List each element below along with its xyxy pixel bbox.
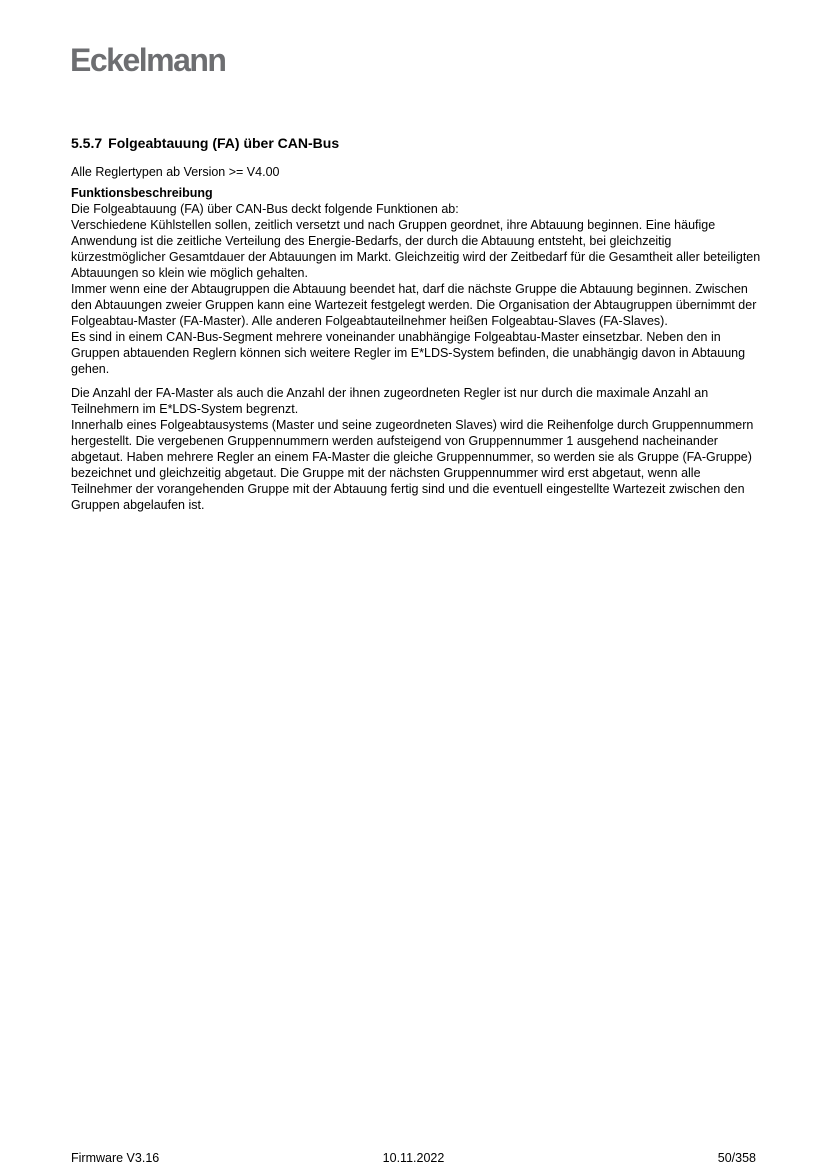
page-footer bbox=[71, 1150, 756, 1166]
paragraph: Immer wenn eine der Abtaugruppen die Abtauung beendet hat, darf die nächste Gruppe die Abtauung beginnen. Zwischen den Abtauungen zweier Gruppen kann eine Wartezeit festgelegt werden. Die Organisation der Abtaugruppen übernimmt der Folgeabtau-Master (FA-Master). Alle anderen Folgeabtauteilnehmer heißen Folgeabtau-Slaves (FA-Slaves). bbox=[71, 282, 757, 328]
main-content bbox=[71, 134, 761, 513]
section-title: Folgeabtauung (FA) über CAN-Bus bbox=[108, 135, 340, 151]
paragraph: Es sind in einem CAN-Bus-Segment mehrere voneinander unabhängige Folgeabtau-Master einsetzbar. Neben den in Gruppen abtauenden Reglern können sich weitere Regler im E*LDS-System befinden, die unabhängig davon in Abtauung gehen. bbox=[71, 330, 746, 376]
section-heading bbox=[71, 134, 761, 152]
footer-firmware: Firmware V3.16 bbox=[71, 1151, 160, 1165]
paragraph: Die Anzahl der FA-Master als auch die Anzahl der ihnen zugeordneten Regler ist nur durch die maximale Anzahl an Teilnehmern im E*LDS-System begrenzt. bbox=[71, 386, 709, 416]
eckelmann-logo: Eckelmann bbox=[70, 42, 226, 78]
paragraph: Innerhalb eines Folgeabtausystems (Master und seine zugeordneten Slaves) wird die Reihenfolge durch Gruppennummern hergestellt. Die vergebenen Gruppennummern werden aufsteigend von Gruppennummer 1 ausgehend nacheinander abgetaut. Haben mehrere Regler an einem FA-Master die gleiche Gruppennummer, so werden sie als Gruppe (FA-Gruppe) bezeichnet und gleichzeitig abgetaut. Die Gruppe mit der nächsten Gruppennummer wird erst abgetaut, wenn alle Teilnehmer der vorangehenden Gruppe mit der Abtauung fertig sind und die eventuell eingestellte Wartezeit zwischen den Gruppen abgelaufen ist. bbox=[71, 418, 754, 512]
paragraph: Verschiedene Kühlstellen sollen, zeitlich versetzt und nach Gruppen geordnet, ihre Abtauung beginnen. Eine häufige Anwendung ist die zeitliche Verteilung des Energie-Bedarfs, der durch die Abtauung entsteht, bei gleichzeitig kürzestmöglicher Gesamtdauer der Abtauungen im Markt. Gleichzeitig wird der Zeitbedarf für die Gesamtheit aller beteiligten Abtauungen so klein wie möglich gehalten. bbox=[71, 218, 761, 280]
section-intro: Alle Reglertypen ab Version >= V4.00 bbox=[71, 165, 280, 179]
subheading-funktionsbeschreibung: Funktionsbeschreibung bbox=[71, 186, 213, 200]
section-number: 5.5.7 bbox=[71, 135, 103, 151]
footer-page-number: 50/358 bbox=[717, 1151, 756, 1165]
footer-date: 10.11.2022 bbox=[382, 1151, 445, 1165]
paragraph: Die Folgeabtauung (FA) über CAN-Bus deckt folgende Funktionen ab: bbox=[71, 202, 459, 216]
